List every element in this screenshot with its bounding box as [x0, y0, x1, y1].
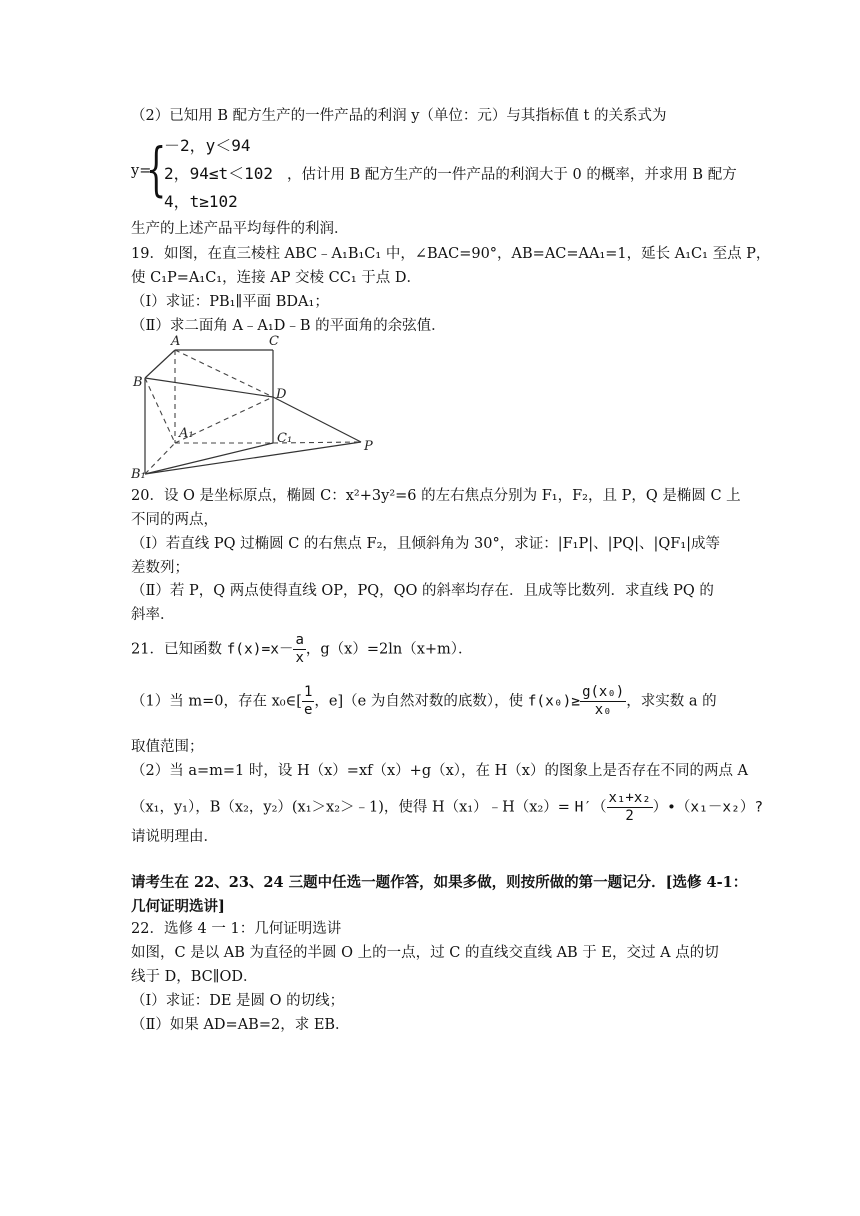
q18-part2-intro: （2）已知用 B 配方生产的一件产品的利润 y（单位：元）与其指标值 t 的关系式为 [131, 108, 667, 124]
q21-line-3: 取值范围； [131, 739, 204, 755]
q21-h-prime: H′（ [574, 799, 607, 816]
fig-label-c1: C₁ [277, 431, 293, 446]
q21-part1-b: ，e]（e 为自然对数的底数），使 [314, 693, 524, 710]
q22-line-2: 如图，C 是以 AB 为直径的半圆 O 上的一点，过 C 的直线交直线 AB 于 E，交过 A 点的切 [131, 945, 719, 961]
q20-line-2: 不同的两点， [131, 512, 218, 528]
q18-y-eq: y= [131, 163, 152, 179]
piecewise-brace: { [146, 135, 167, 203]
fig-label-a1: A₁ [179, 426, 194, 441]
q18-tail-2: 生产的上述产品平均每件的利润． [131, 221, 349, 237]
q21-mid-fraction [607, 790, 653, 825]
fig-label-p: P [364, 439, 373, 454]
q19-line-3: （Ⅰ）求证：PB₁∥平面 BDA₁； [131, 294, 329, 310]
q21-f-fraction [293, 632, 305, 667]
q18-case-2: 2，94≤t＜102 [164, 164, 274, 183]
q20-line-1: 20．设 O 是坐标原点，椭圆 C：x²+3y²=6 的左右焦点分别为 F₁，F₂，且 P，Q 是椭圆 C 上 [131, 488, 741, 504]
q20-line-5: （Ⅱ）若 P，Q 两点使得直线 OP，PQ，QO 的斜率均存在．且成等比数列．求直线 PQ 的 [131, 583, 714, 599]
q19-line-4: （Ⅱ）求二面角 A﹣A₁D﹣B 的平面角的余弦值． [131, 318, 446, 334]
q21-line-1 [131, 632, 473, 667]
q21-ineq-left: f(x₀)≥ [527, 693, 581, 710]
q21-line-4: （2）当 a=m=1 时，设 H（x）=xf（x）+g（x），在 H（x）的图象上是否存在不同的两点 A [131, 763, 749, 779]
q20-line-4: 差数列； [131, 560, 189, 576]
q21-interval-fraction [302, 684, 314, 719]
q21-g-def: ，g（x）=2ln（x+m）． [305, 641, 473, 658]
prism-figure [131, 330, 381, 480]
q21-ineq-fraction [580, 684, 626, 719]
q22-line-5: （Ⅱ）如果 AD=AB=2，求 EB． [131, 1017, 350, 1033]
q21-line-5 [131, 790, 763, 825]
section-header-line-2: 几何证明选讲] [131, 898, 225, 915]
q18-tail-1: ，估计用 B 配方生产的一件产品的利润大于 0 的概率，并求用 B 配方 [287, 167, 737, 183]
q21-f-den: x [295, 650, 304, 666]
fig-label-a: A [171, 334, 181, 349]
q21-line-2 [131, 684, 717, 719]
q22-line-4: （Ⅰ）求证：DE 是圆 O 的切线； [131, 993, 345, 1009]
fig-label-c: C [269, 334, 279, 349]
q22-line-1: 22．选修 4 一 1：几何证明选讲 [131, 921, 342, 937]
q21-line-6: 请说明理由． [131, 829, 218, 845]
q21-part1-c: ，求实数 a 的 [626, 693, 717, 710]
q19-line-1: 19．如图，在直三棱柱 ABC﹣A₁B₁C₁ 中，∠BAC=90°，AB=AC=AA₁=1，延长 A₁C₁ 至点 P， [131, 246, 771, 262]
q21-part2-a: （x₁，y₁），B（x₂，y₂）(x₁＞x₂＞﹣1)，使得 H（x₁）﹣H（x₂）= [131, 799, 570, 816]
q21-part1-a: （1）当 m=0，存在 x₀∈[ [131, 693, 302, 710]
q20-line-6: 斜率． [131, 607, 175, 623]
q22-line-3: 线于 D，BC∥OD． [131, 969, 258, 985]
fig-label-b: B [133, 375, 143, 390]
q21-int-num: 1 [303, 684, 313, 700]
fig-label-b1: B₁ [131, 467, 146, 480]
q21-int-den: e [303, 702, 313, 718]
q21-part2-b: ）•（x₁－x₂）? [652, 799, 764, 816]
q21-f-def: f(x)=x－ [226, 641, 294, 658]
q20-line-3: （I）若直线 PQ 过椭圆 C 的右焦点 F₂，且倾斜角为 30°，求证：|F₁P|、|PQ|、|QF₁|成等 [131, 536, 721, 552]
fig-label-d: D [276, 387, 287, 402]
q21-mid-den: 2 [625, 808, 634, 824]
q21-intro: 21．已知函数 [131, 641, 222, 658]
q21-f-num: a [295, 632, 304, 648]
section-header-line-1: 请考生在 22、23、24 三题中任选一题作答，如果多做，则按所做的第一题记分．[选修 4-1： [131, 874, 748, 891]
q19-line-2: 使 C₁P=A₁C₁，连接 AP 交棱 CC₁ 于点 D． [131, 270, 422, 286]
q18-case-1: －2，y＜94 [164, 136, 251, 155]
q18-case-3: 4，t≥102 [164, 192, 238, 211]
q21-ineq-den: x₀ [594, 702, 612, 718]
q21-ineq-num: g(x₀) [582, 684, 625, 700]
q21-mid-num: x₁+x₂ [608, 790, 651, 806]
